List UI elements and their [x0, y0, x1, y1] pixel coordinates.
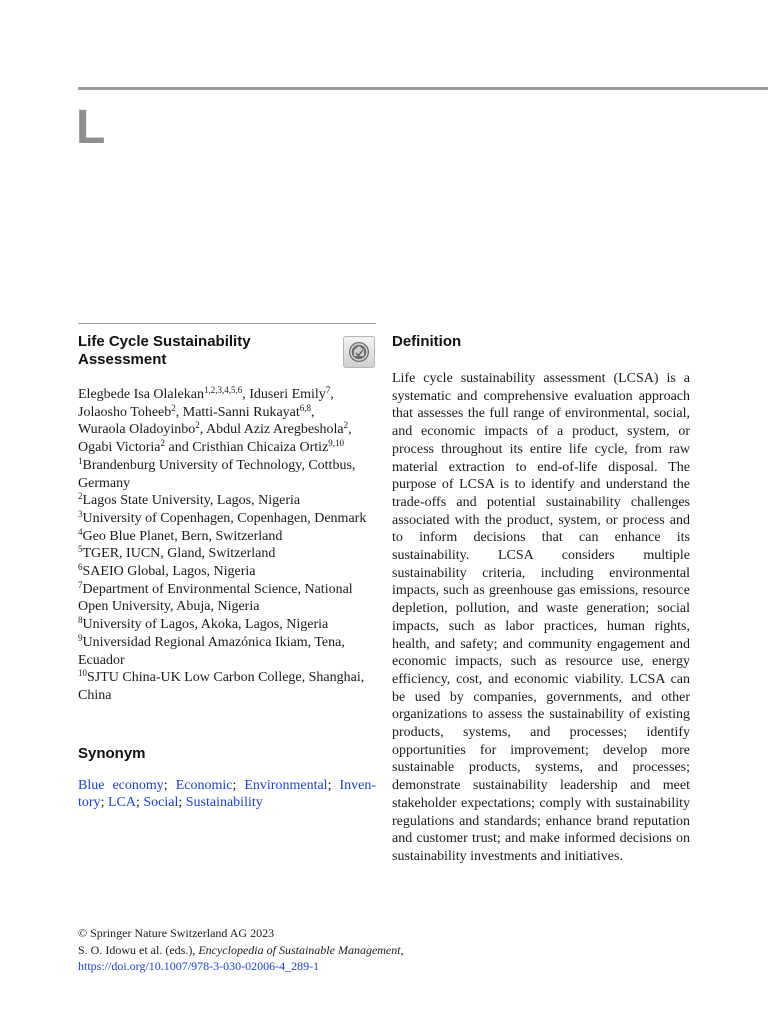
- author-line: [78, 439, 376, 457]
- author-text: and Cristhian Chicaiza Ortiz: [165, 440, 329, 456]
- synonym-separator: ;: [327, 777, 340, 793]
- affiliation-text: SAEIO Global, Lagos, Nigeria: [82, 564, 256, 580]
- synonym-separator: ;: [100, 795, 108, 811]
- doi-link[interactable]: https://doi.org/10.1007/978-3-030-02006-4_289-1: [78, 959, 320, 974]
- affiliation-text: TGER, IUCN, Gland, Switzerland: [82, 546, 276, 562]
- author-line: [78, 404, 376, 422]
- synonym-links: [78, 777, 376, 812]
- affiliation-marker: 6,8: [299, 402, 312, 413]
- section-letter: L: [76, 101, 106, 154]
- affiliation-marker: 7: [325, 385, 331, 395]
- affiliation-text: Department of Environmental Science, National Open University, Abuja, Nigeria: [78, 581, 353, 615]
- book-title: Encyclopedia of Sustainable Management: [198, 942, 401, 957]
- author-text: Wuraola Oladoyinbo: [78, 422, 196, 438]
- synonym-link[interactable]: Inventory: [78, 777, 377, 811]
- affiliation-number: 3: [78, 508, 83, 519]
- affiliation-text: Brandenburg University of Technology, Cottbus, Germany: [78, 457, 356, 491]
- affiliation-marker: 2: [195, 420, 200, 431]
- synonym-separator: ;: [135, 795, 144, 811]
- synonym-link[interactable]: Environmental: [244, 777, 328, 793]
- affiliation-item: [78, 634, 376, 669]
- affiliation-item: [78, 545, 376, 563]
- affiliation-marker: 2: [343, 420, 349, 431]
- affiliation-text: University of Lagos, Akoka, Lagos, Nigeria: [82, 617, 329, 633]
- author-text: , Iduseri Emily: [242, 387, 326, 402]
- author-text: ,: [330, 387, 334, 402]
- author-text: Ogabi Victoria: [78, 440, 161, 456]
- author-list: [78, 386, 376, 457]
- editors-text: S. O. Idowu et al. (eds.),: [78, 942, 199, 957]
- author-line: [78, 421, 376, 439]
- synonym-separator: ;: [178, 795, 186, 811]
- entry-title: Life Cycle Sustainability Assessment: [78, 333, 251, 368]
- affiliation-text: Lagos State University, Lagos, Nigeria: [82, 493, 301, 509]
- entry-header: [78, 333, 376, 369]
- crossmark-icon[interactable]: [343, 336, 375, 368]
- synonym-separator: ;: [163, 777, 176, 793]
- affiliation-text: Geo Blue Planet, Bern, Switzerland: [82, 528, 283, 544]
- synonym-link[interactable]: Economic: [175, 777, 233, 793]
- title-rule: [78, 323, 376, 324]
- affiliation-list: [78, 457, 376, 705]
- author-line: [78, 386, 376, 404]
- affiliation-marker: 9,10: [328, 438, 345, 449]
- affiliation-number: 2: [78, 491, 83, 502]
- top-rule: [78, 87, 768, 90]
- affiliation-item: [78, 616, 376, 634]
- author-text: ,: [348, 422, 352, 438]
- affiliation-item: [78, 457, 376, 492]
- synonym-separator: ;: [232, 777, 245, 793]
- affiliation-number: 4: [78, 526, 83, 537]
- right-column: [392, 323, 690, 866]
- author-text: Elegbede Isa Olalekan: [78, 387, 204, 402]
- affiliation-item: [78, 492, 376, 510]
- affiliation-item: [78, 581, 376, 616]
- book-title-suffix: ,: [400, 942, 404, 957]
- synonym-link[interactable]: Social: [143, 795, 179, 811]
- definition-heading: Definition: [392, 333, 462, 350]
- affiliation-marker: 1,2,3,4,5,6: [203, 385, 243, 395]
- author-text: , Abdul Aziz Aregbeshola: [199, 422, 344, 438]
- affiliation-number: 7: [78, 579, 83, 590]
- copyright-line: © Springer Nature Switzerland AG 2023: [78, 926, 275, 940]
- left-column: [78, 323, 376, 812]
- synonym-link[interactable]: Sustainability: [185, 795, 263, 811]
- affiliation-number: 1: [78, 455, 83, 466]
- affiliation-number: 5: [78, 544, 83, 555]
- affiliation-number: 6: [78, 562, 83, 573]
- affiliation-item: [78, 528, 376, 546]
- footer: [78, 925, 678, 975]
- synonym-link[interactable]: Blue economy: [78, 777, 164, 793]
- citation-line: [78, 942, 678, 959]
- affiliation-number: 9: [78, 632, 83, 643]
- definition-text: Life cycle sustainability assessment (LCSA) is a systematic and comprehensive evaluation approach that assesses the full range of environmental, social, and economic impacts of a product, system, or process throughout its entire life cycle, from raw material extraction to end-of-life disposal. The purpose of LCSA is to identify and understand the trade-offs and potential sustainability challenges associated with the product, system, or process and to inform decisions that can enhance its sustainability. LCSA considers multiple sustainability criteria, including environmental impacts, such as greenhouse gas emissions, resource depletion, pollution, and waste generation; social impacts, such as labor practices, human rights, health, and safety; and community engagement and economic impacts, such as resource use, energy efficiency, cost, and economic viability. LCSA can be used by companies, governments, and other organizations to assess the sustainability of existing products, systems, and processes; identify opportunities for improvement; develop more sustainable products, systems, and processes; demonstrate sustainability leadership and meet stakeholder expectations; comply with sustainability regulations and standards; enhance brand reputation and customer trust; and make informed decisions on sustainability investments and initiatives.: [392, 371, 690, 864]
- affiliation-item: [78, 563, 376, 581]
- affiliation-text: Universidad Regional Amazónica Ikiam, Tena, Ecuador: [78, 634, 345, 668]
- affiliation-marker: 2: [160, 438, 165, 449]
- affiliation-item: [78, 669, 376, 704]
- author-text: Jolaosho Toheeb: [78, 404, 172, 420]
- affiliation-text: University of Copenhagen, Copenhagen, Denmark: [82, 510, 367, 526]
- affiliation-number: 10: [78, 668, 87, 679]
- affiliation-number: 8: [78, 615, 83, 626]
- author-text: ,: [311, 404, 315, 420]
- author-text: , Matti-Sanni Rukayat: [175, 404, 300, 420]
- affiliation-text: SJTU China-UK Low Carbon College, Shanghai, China: [78, 670, 365, 703]
- affiliation-item: [78, 510, 376, 528]
- synonym-heading: Synonym: [78, 744, 146, 762]
- synonym-link[interactable]: LCA: [107, 795, 136, 811]
- affiliation-marker: 2: [171, 402, 176, 413]
